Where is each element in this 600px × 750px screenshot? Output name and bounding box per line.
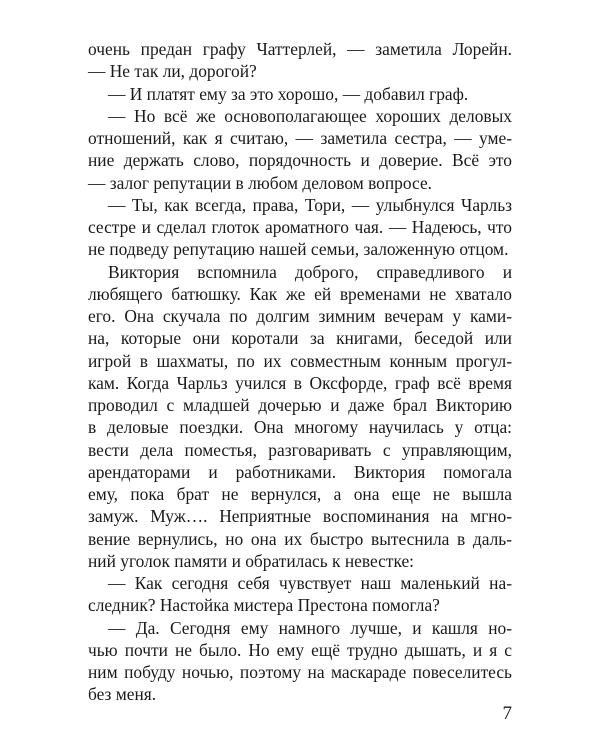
text-line: — залог репутации в любом деловом вопросе. (88, 172, 433, 193)
text-line: следник? Настойка мистера Престона помогла? (88, 595, 440, 616)
text-line: ним побуду ночью, поэтому на маскараде повеселитесь (88, 662, 512, 682)
page-number: 7 (502, 703, 512, 724)
text-line: проводил с младшей дочерью и даже брал Викторию (88, 395, 512, 415)
text-line: любящего батюшку. Как же ей временами не хватало (88, 283, 512, 304)
text-line: кам. Когда Чарльз учился в Оксфорде, граф всё время (88, 372, 512, 393)
text-line: — Ты, как всегда, права, Тори, — улыбнулся Чарльз (108, 194, 512, 215)
text-line: — Да. Сегодня ему намного лучше, и кашля но- (108, 617, 512, 638)
text-line: ние держать слово, порядочность и доверие. Всё это (88, 150, 512, 171)
text-line: ний уголок памяти и обратилась к невестке: (88, 550, 415, 571)
text-line: арендаторами и работниками. Виктория помогала (88, 461, 512, 482)
text-line: сестре и сделал глоток ароматного чая. — Надеюсь, что (88, 217, 512, 237)
body-text (88, 38, 512, 706)
text-line: вение вернулись, но она их быстро вытеснила в даль- (88, 528, 512, 549)
text-line: — Как сегодня себя чувствует наш маленький на- (108, 573, 512, 593)
text-line: не подведу репутацию нашей семьи, заложенную отцом. (88, 239, 509, 260)
text-line: на, которые они коротали за книгами, беседой или (88, 328, 512, 349)
text-line: без меня. (88, 684, 157, 705)
text-line: игрой в шахматы, по их совместным конным прогул- (88, 350, 512, 371)
text-line: очень предан графу Чаттерлей, — заметила Лорейн. (88, 39, 512, 59)
text-line: чью почти не было. Но ему ещё трудно дышать, и я с (88, 639, 512, 660)
text-line: Виктория вспомнила доброго, справедливого и (108, 261, 512, 282)
text-line: вести дела поместья, разговаривать с управляющим, (88, 439, 512, 460)
text-line: отношений, как я считаю, — заметила сестра, — уме- (88, 128, 512, 148)
text-line: — Но всё же основополагающее хороших деловых (108, 105, 512, 126)
text-line: замуж. Муж…. Неприятные воспоминания на мгно- (88, 506, 512, 527)
text-line: — Не так ли, дорогой? (88, 61, 257, 82)
text-line: — И платят ему за это хорошо, — добавил граф. (108, 83, 469, 104)
text-line: его. Она скучала по долгим зимним вечерам у ками- (88, 306, 512, 326)
text-line: в деловые поездки. Она многому научилась у отца: (88, 417, 512, 438)
text-line: ему, пока брат не вернулся, а она еще не вышла (88, 484, 512, 504)
